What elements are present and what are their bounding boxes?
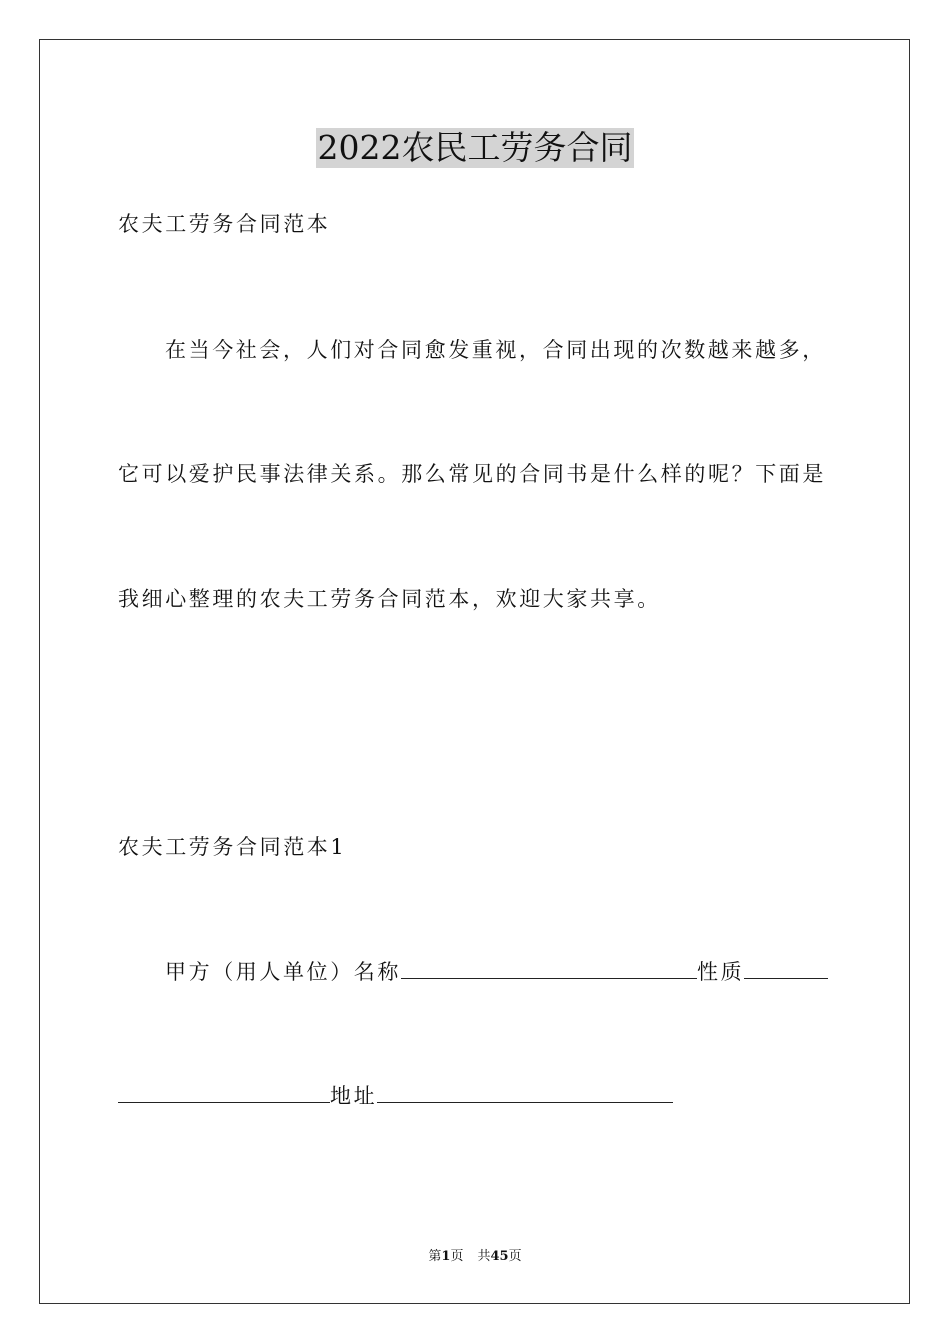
footer-page-number: 1: [441, 1249, 451, 1264]
section-heading: 农夫工劳务合同范本1: [118, 835, 347, 859]
nature-label: 性质: [697, 960, 745, 984]
title-container: [0, 128, 950, 168]
footer-page-suffix: 页: [450, 1249, 464, 1264]
document-title: 2022农民工劳务合同: [317, 128, 633, 167]
party-a-label: 甲方（用人单位）名称: [165, 960, 401, 984]
footer-page-prefix: 第: [428, 1249, 442, 1264]
document-subtitle: 农夫工劳务合同范本: [118, 212, 331, 236]
intro-line-3: 我细心整理的农夫工劳务合同范本，欢迎大家共享。: [118, 587, 661, 611]
address-row: [118, 1082, 673, 1110]
nature-blank-continued: [118, 1082, 330, 1103]
party-a-row: [165, 958, 828, 986]
footer-total-pages: 45: [490, 1249, 509, 1264]
address-blank: [377, 1082, 673, 1103]
intro-line-1: 在当今社会，人们对合同愈发重视，合同出现的次数越来越多，: [165, 338, 826, 362]
address-label: 地址: [330, 1084, 378, 1108]
nature-blank: [744, 958, 828, 979]
footer-total-suffix: 页: [508, 1249, 522, 1264]
footer-total-prefix: 共: [477, 1249, 491, 1264]
intro-line-2: 它可以爱护民事法律关系。那么常见的合同书是什么样的呢？下面是: [118, 462, 826, 486]
party-a-name-blank: [401, 958, 697, 979]
page-footer: [0, 1248, 950, 1266]
